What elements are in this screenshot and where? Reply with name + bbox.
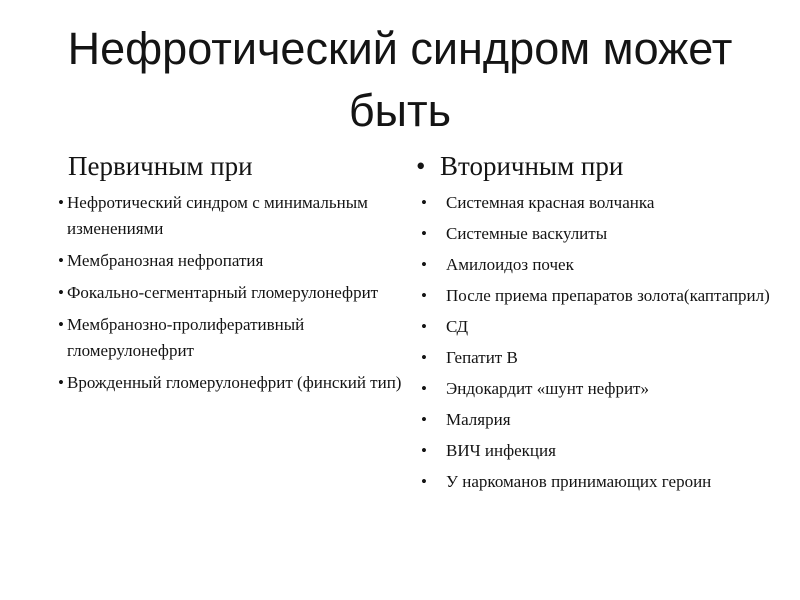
secondary-causes-column <box>416 148 786 500</box>
list-item-text: У наркоманов принимающих героин <box>446 472 712 491</box>
secondary-causes-heading: Вторичным при <box>440 151 624 181</box>
bullet-icon: • <box>421 410 427 429</box>
bullet-icon: • <box>421 441 427 460</box>
list-item <box>416 221 786 247</box>
list-item <box>416 190 786 216</box>
bullet-icon: • <box>58 193 64 212</box>
list-item <box>58 312 403 364</box>
list-item <box>58 190 403 242</box>
bullet-icon: • <box>58 251 64 270</box>
list-item-text: Малярия <box>446 410 511 429</box>
secondary-causes-list <box>416 190 786 495</box>
list-item <box>416 407 786 433</box>
list-item <box>416 345 786 371</box>
bullet-icon: • <box>421 193 427 212</box>
list-item-text: ВИЧ инфекция <box>446 441 556 460</box>
bullet-icon: • <box>58 373 64 392</box>
list-item-text: Врожденный гломерулонефрит (финский тип) <box>67 373 402 392</box>
bullet-icon: • <box>416 151 426 181</box>
primary-causes-column <box>58 148 403 402</box>
primary-causes-heading: Первичным при <box>68 151 253 181</box>
list-item <box>58 280 403 306</box>
list-item <box>416 314 786 340</box>
bullet-icon: • <box>421 224 427 243</box>
list-item <box>416 252 786 278</box>
bullet-icon: • <box>421 379 427 398</box>
list-item-text: Мембранозно-пролиферативный гломерулонефрит <box>67 315 305 360</box>
bullet-icon: • <box>421 348 427 367</box>
list-item <box>416 438 786 464</box>
list-item-text: Системные васкулиты <box>446 224 608 243</box>
list-item-text: После приема препаратов золота(каптаприл) <box>446 286 770 305</box>
list-item-text: Системная красная волчанка <box>446 193 655 212</box>
bullet-icon: • <box>421 286 427 305</box>
list-item <box>58 248 403 274</box>
list-item <box>416 283 786 309</box>
bullet-icon: • <box>58 315 64 334</box>
list-item <box>58 370 403 396</box>
list-item-text: Амилоидоз почек <box>446 255 574 274</box>
list-item-text: Мембранозная нефропатия <box>67 251 264 270</box>
bullet-icon: • <box>421 317 427 336</box>
list-item-text: Фокально-сегментарный гломерулонефрит <box>67 283 379 302</box>
list-item <box>416 376 786 402</box>
bullet-icon: • <box>58 283 64 302</box>
primary-causes-list <box>58 190 403 396</box>
list-item-text: Нефротический синдром с минимальным изменениями <box>67 193 368 238</box>
bullet-icon: • <box>421 472 427 491</box>
list-item-text: СД <box>446 317 469 336</box>
list-item <box>416 469 786 495</box>
bullet-icon: • <box>421 255 427 274</box>
secondary-causes-heading-row <box>416 148 786 184</box>
list-item-text: Гепатит В <box>446 348 518 367</box>
list-item-text: Эндокардит «шунт нефрит» <box>446 379 649 398</box>
slide-title: Нефротический синдром может быть <box>67 23 733 136</box>
